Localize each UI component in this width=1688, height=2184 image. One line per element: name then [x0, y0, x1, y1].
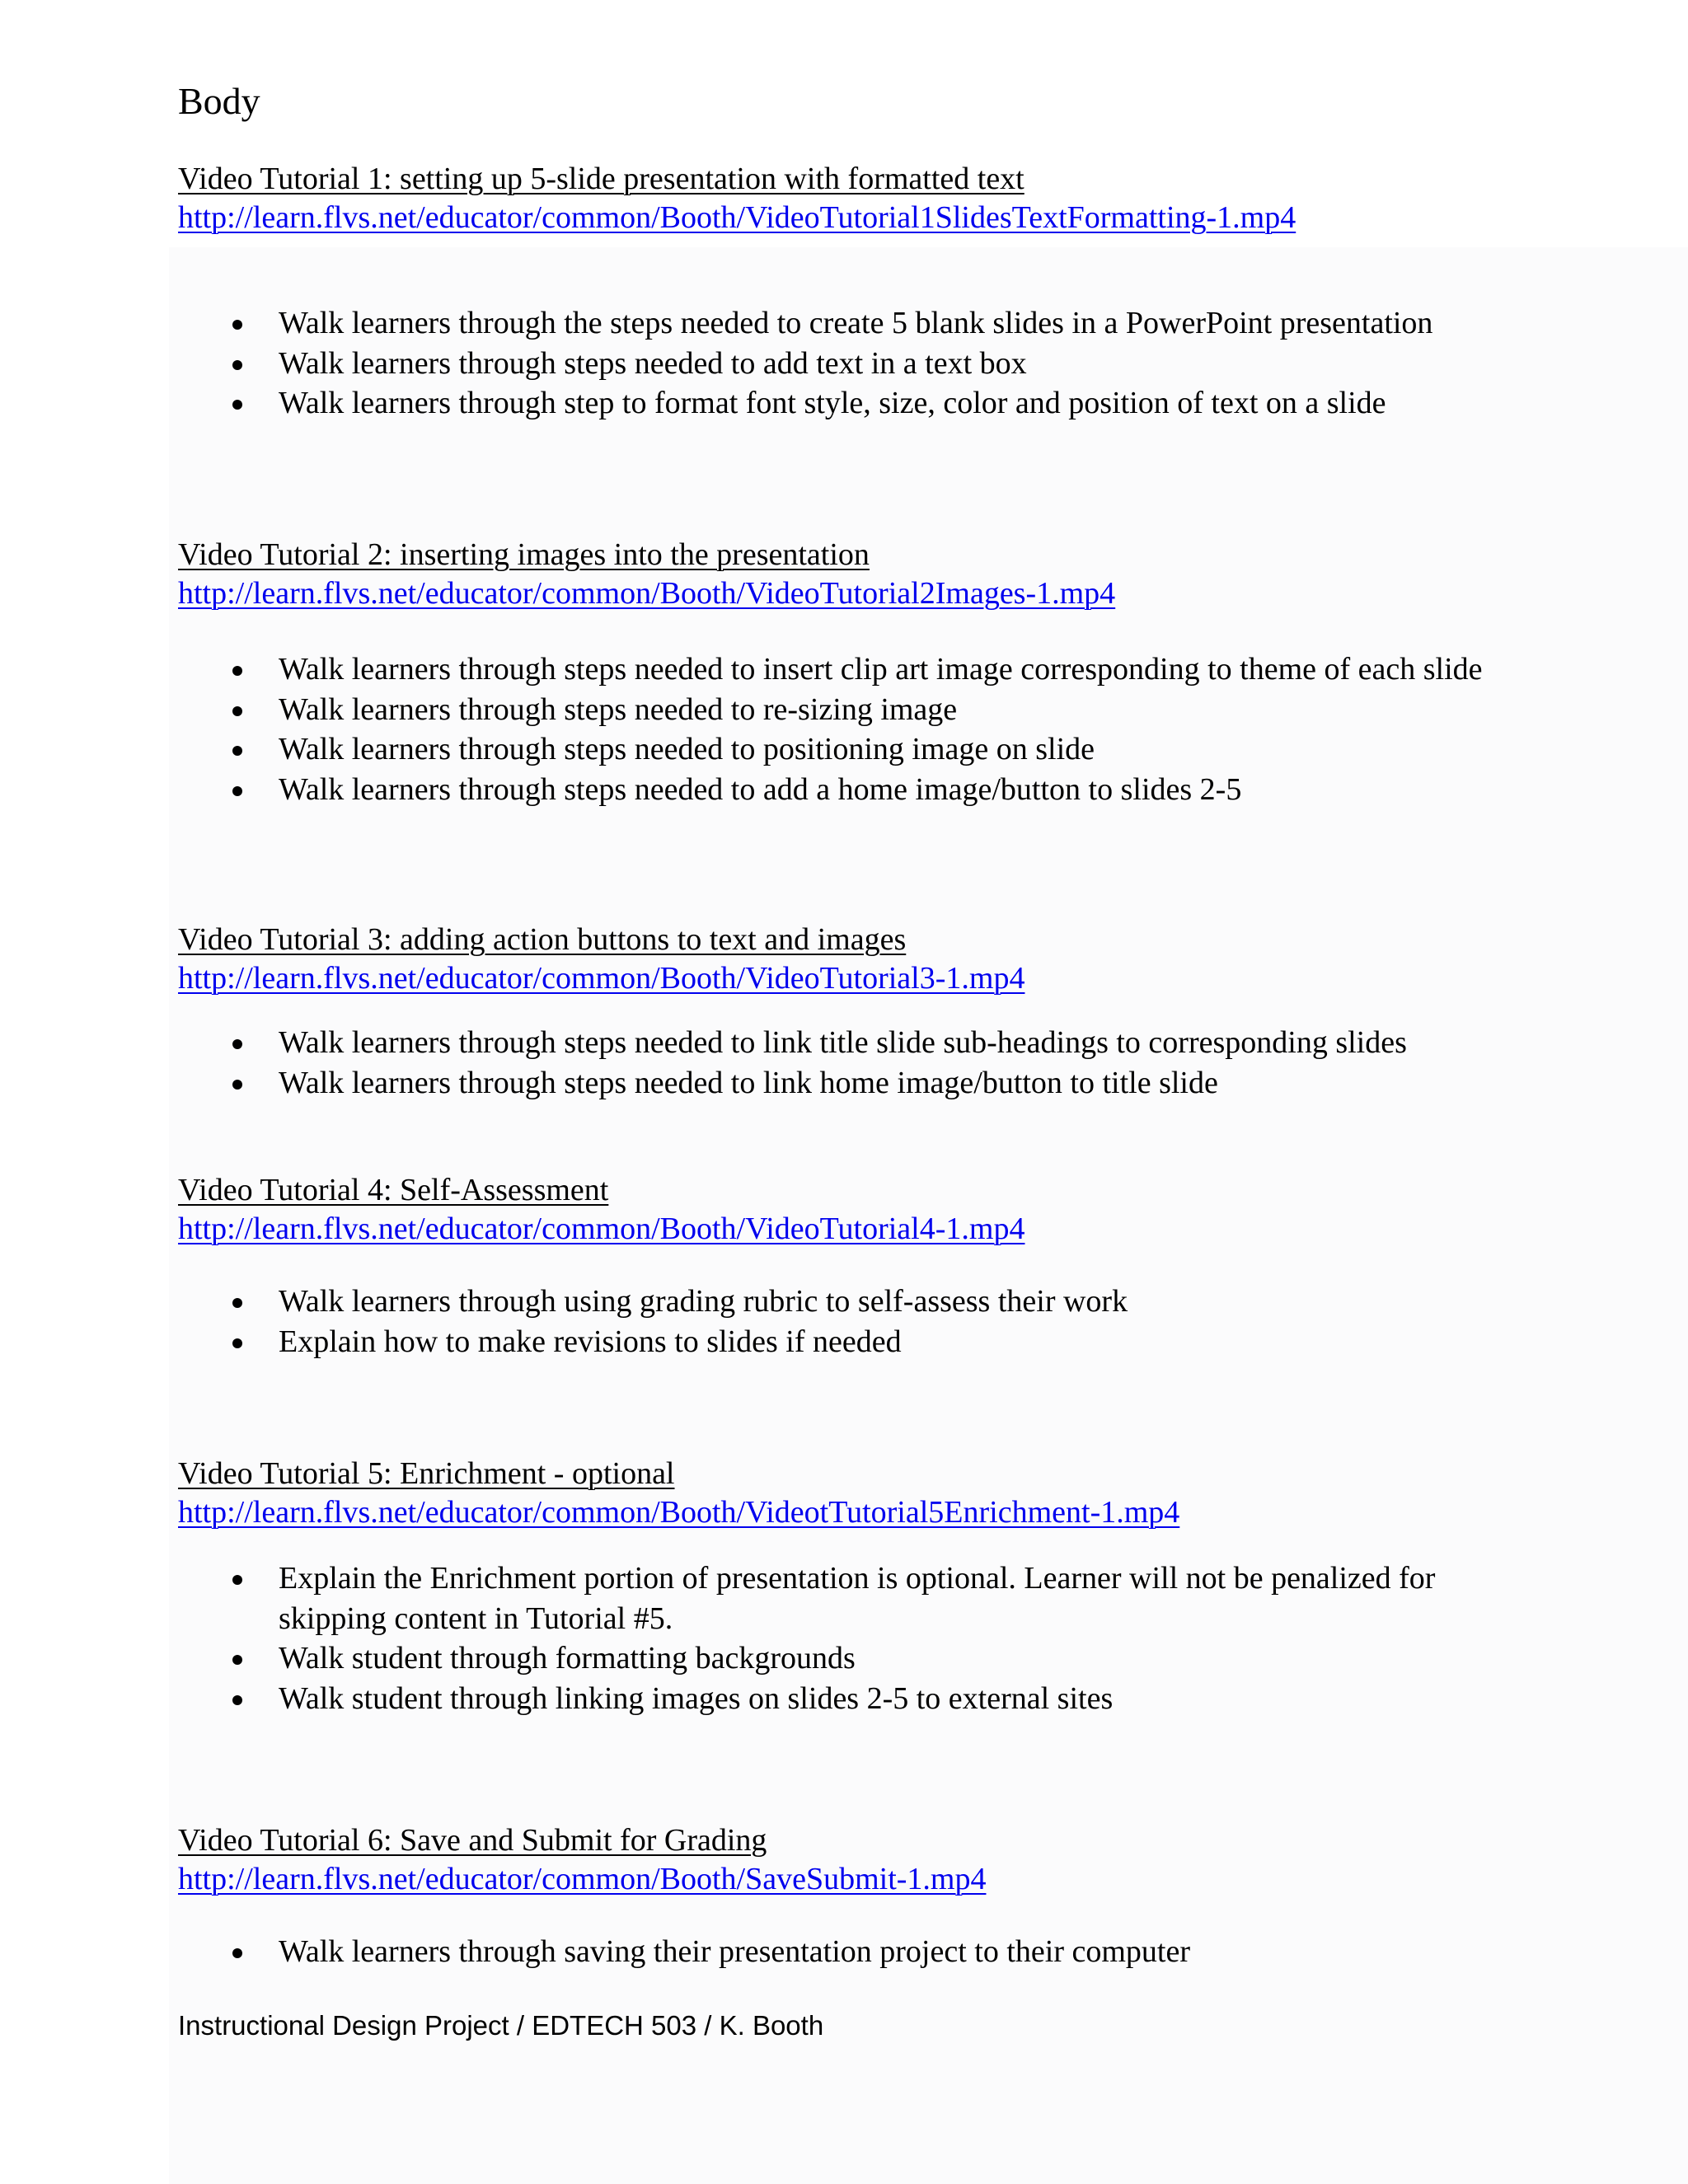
- list-item: Walk learners through saving their presentation project to their computer: [178, 1932, 1530, 1972]
- bullet-icon: [232, 666, 242, 676]
- list-item: Walk learners through steps needed to link home image/button to title slide: [178, 1063, 1530, 1104]
- bullet-icon: [232, 786, 242, 796]
- tutorial-section-6: [178, 1821, 1530, 1972]
- section-title: Video Tutorial 6: Save and Submit for Grading: [178, 1823, 767, 1858]
- tutorial-section-2: [178, 536, 1530, 809]
- bullet-icon: [232, 400, 242, 410]
- list-item: Explain how to make revisions to slides if needed: [178, 1322, 1530, 1362]
- list-item: Walk learners through steps needed to add a home image/button to slides 2-5: [178, 770, 1530, 810]
- section-title: Video Tutorial 4: Self-Assessment: [178, 1173, 609, 1207]
- list-item: Walk learners through using grading rubric to self-assess their work: [178, 1282, 1530, 1322]
- video-link[interactable]: http://learn.flvs.net/educator/common/Booth/VideoTutorial4-1.mp4: [178, 1212, 1025, 1246]
- bullet-list: [178, 1282, 1530, 1361]
- section-title: Video Tutorial 3: adding action buttons to text and images: [178, 922, 907, 957]
- tutorial-section-5: [178, 1455, 1530, 1718]
- list-item: Walk learners through the steps needed to create 5 blank slides in a PowerPoint presentation: [178, 303, 1530, 344]
- section-title: Video Tutorial 2: inserting images into the presentation: [178, 537, 870, 572]
- bullet-list: [178, 303, 1530, 424]
- tutorial-section-3: [178, 921, 1530, 1103]
- bullet-list: [178, 1932, 1530, 1972]
- bullet-icon: [232, 360, 242, 370]
- video-link[interactable]: http://learn.flvs.net/educator/common/Booth/VideoTutorial2Images-1.mp4: [178, 576, 1116, 611]
- bullet-icon: [232, 1338, 242, 1348]
- bullet-icon: [232, 320, 242, 330]
- bullet-icon: [232, 746, 242, 756]
- bullet-icon: [232, 1080, 242, 1090]
- bullet-list: [178, 1023, 1530, 1103]
- video-link[interactable]: http://learn.flvs.net/educator/common/Booth/VideotTutorial5Enrichment-1.mp4: [178, 1495, 1180, 1530]
- list-item: Walk learners through step to format font style, size, color and position of text on a slide: [178, 383, 1530, 424]
- bullet-list: [178, 1558, 1530, 1718]
- list-item: Walk learners through steps needed to re-sizing image: [178, 690, 1530, 730]
- section-title: Video Tutorial 5: Enrichment - optional: [178, 1456, 675, 1491]
- list-item: Walk learners through steps needed to add text in a text box: [178, 344, 1530, 384]
- list-item: Explain the Enrichment portion of presentation is optional. Learner will not be penalized for skipping content in Tutorial #5.: [178, 1558, 1530, 1638]
- list-item: Walk student through formatting backgrounds: [178, 1638, 1530, 1679]
- video-link[interactable]: http://learn.flvs.net/educator/common/Booth/SaveSubmit-1.mp4: [178, 1862, 987, 1896]
- page-footer: Instructional Design Project / EDTECH 503 / K. Booth: [178, 2010, 824, 2041]
- bullet-icon: [232, 1695, 242, 1705]
- section-title: Video Tutorial 1: setting up 5-slide presentation with formatted text: [178, 162, 1025, 196]
- tutorial-section-4: [178, 1171, 1530, 1361]
- bullet-icon: [232, 1039, 242, 1049]
- list-item: Walk learners through steps needed to link title slide sub-headings to corresponding slides: [178, 1023, 1530, 1063]
- bullet-icon: [232, 1655, 242, 1665]
- list-item: Walk learners through steps needed to positioning image on slide: [178, 729, 1530, 770]
- video-link[interactable]: http://learn.flvs.net/educator/common/Booth/VideoTutorial1SlidesTextFormatting-1.mp4: [178, 200, 1296, 235]
- bullet-icon: [232, 1298, 242, 1308]
- bullet-list: [178, 649, 1530, 809]
- bullet-icon: [232, 1948, 242, 1958]
- video-link[interactable]: http://learn.flvs.net/educator/common/Booth/VideoTutorial3-1.mp4: [178, 961, 1025, 996]
- page-heading: Body: [178, 80, 260, 122]
- bullet-icon: [232, 1575, 242, 1585]
- list-item: Walk learners through steps needed to insert clip art image corresponding to theme of each slide: [178, 649, 1530, 690]
- tutorial-section-1: [178, 160, 1530, 424]
- bullet-icon: [232, 706, 242, 716]
- list-item: Walk student through linking images on slides 2-5 to external sites: [178, 1679, 1530, 1719]
